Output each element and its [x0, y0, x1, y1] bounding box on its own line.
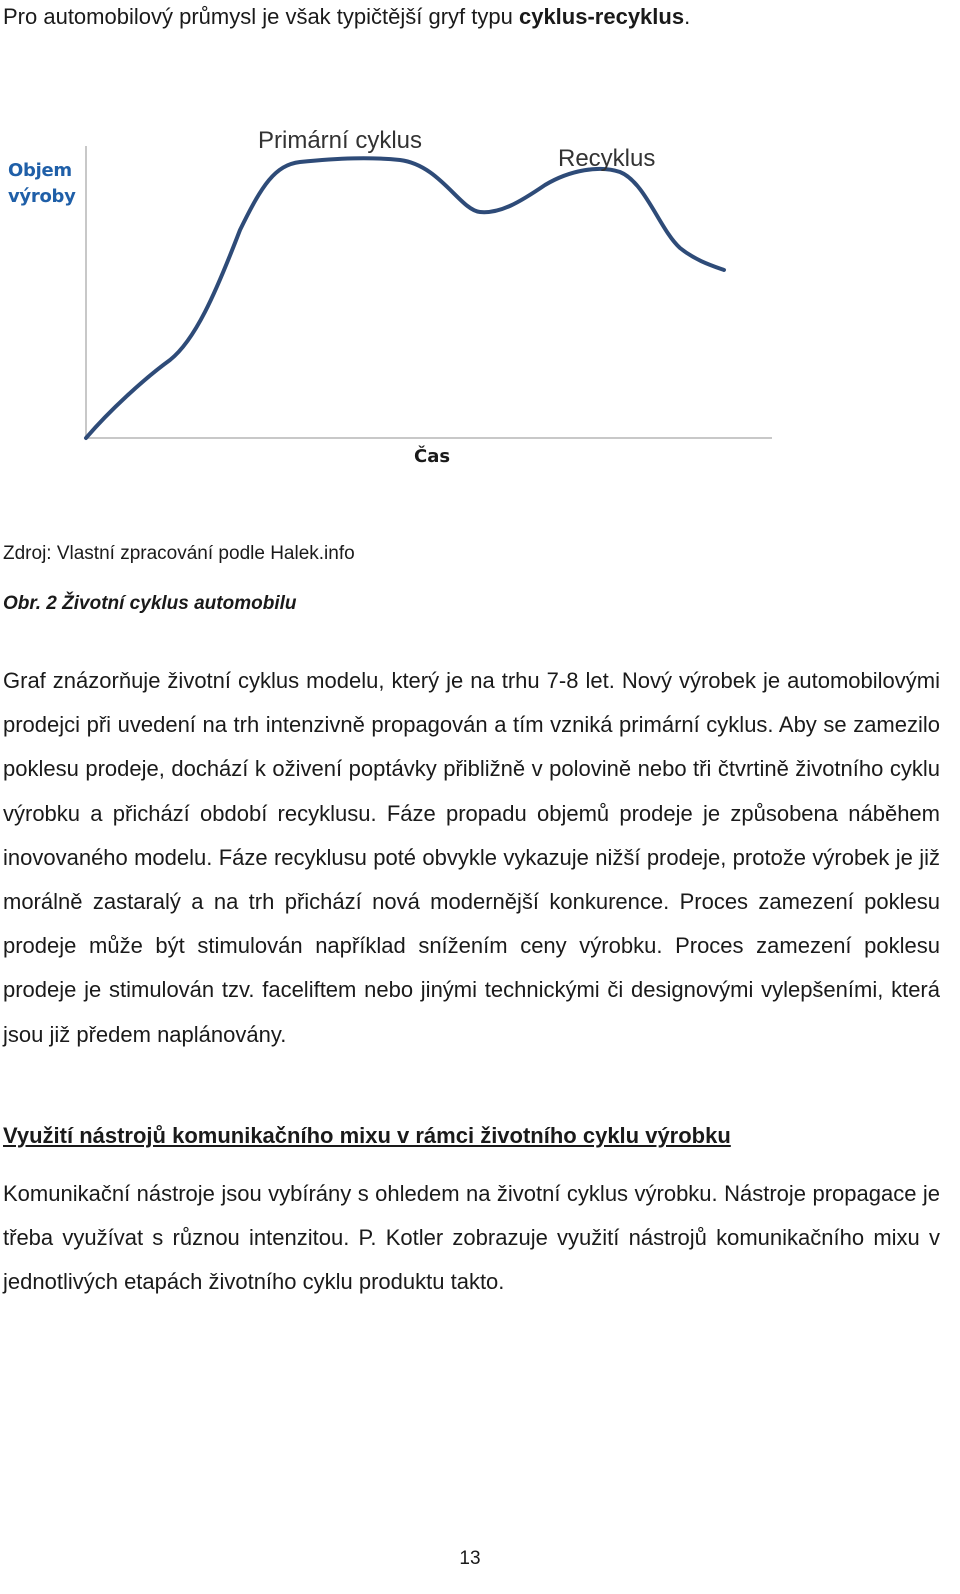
lifecycle-curve [86, 158, 724, 438]
intro-end: . [684, 4, 691, 29]
paragraph-communication-tools: Komunikační nástroje jsou vybírány s ohledem na životní cyklus výrobku. Nástroje propagace je třeba využívat s různou intenzitou. P. Kotler zobrazuje využití nástrojů komunikačního mixu v jednotlivých etapách životního cyklu produktu takto. [3, 1181, 940, 1295]
page-number: 13 [459, 1548, 481, 1569]
intro-sentence [3, 2, 690, 32]
paragraph-graph-description: Graf znázorňuje životní cyklus modelu, který je na trhu 7-8 let. Nový výrobek je automobilovými prodejci při uvedení na trh intenzivně propagován a tím vzniká primární cyklus. Aby se zamezilo poklesu prodeje, dochází k oživení poptávky přibližně v polovině nebo tři čtvrtině životního cyklu výrobku a přichází období recyklusu. Fáze propadu objemů prodeje je způsobena náběhem inovovaného modelu. Fáze recyklusu poté obvykle vykazuje nižší prodeje, protože výrobek je již morálně zastaralý a na trh přichází nová modernější konkurence. Proces zamezení poklesu prodeje může být stimulován například snížením ceny výrobku. Proces zamezení poklesu prodeje je stimulován tzv. faceliftem nebo jinými technickými či designovými vylepšeními, která jsou již předem naplánovány. [3, 668, 940, 1047]
x-axis-label: Čas [414, 446, 451, 467]
y-axis-label: Objem výroby [8, 160, 76, 207]
chart-svg [0, 110, 800, 490]
figure-source: Zdroj: Vlastní zpracování podle Halek.info [3, 543, 355, 564]
lifecycle-chart [0, 110, 800, 490]
intro-bold-term: cyklus-recyklus [518, 4, 685, 29]
annotation-primary-cycle: Primární cyklus [258, 127, 423, 154]
annotation-recycle: Recyklus [558, 145, 656, 172]
figure-caption: Obr. 2 Životní cyklus automobilu [3, 593, 297, 614]
intro-text: Pro automobilový průmysl je však typičtější gryf typu [3, 4, 519, 29]
section-heading: Využití nástrojů komunikačního mixu v rámci životního cyklu výrobku [3, 1123, 731, 1148]
